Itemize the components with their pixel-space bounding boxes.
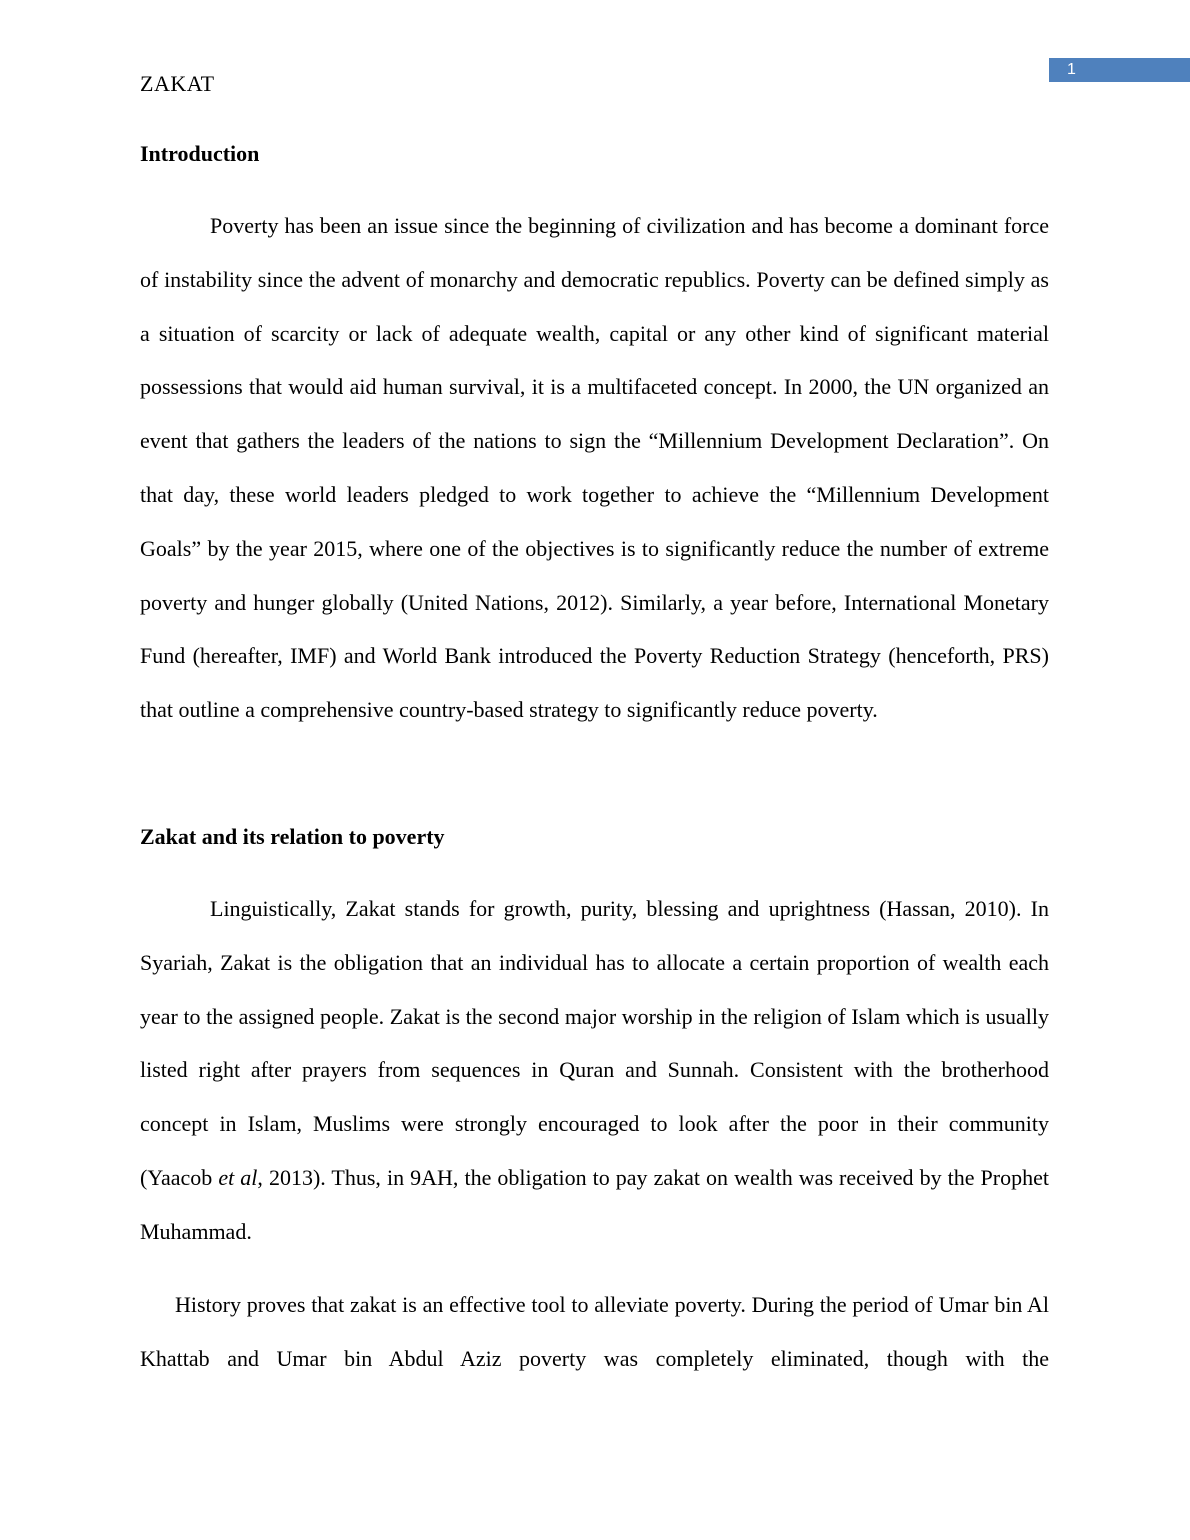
citation-et-al: et al: [218, 1164, 258, 1190]
page-number-bar: [1049, 58, 1190, 82]
zakat-poverty-heading: Zakat and its relation to poverty: [140, 824, 445, 849]
introduction-heading: Introduction: [140, 141, 260, 166]
zakat-definition-paragraph: [140, 882, 1049, 1259]
zakat-paragraph-text-continued: , 2013). Thus, in 9AH, the obligation to pay zakat on wealth was received by the Prophet Muhammad.: [140, 1164, 1050, 1244]
page-number: 1: [1067, 61, 1076, 78]
zakat-paragraph-text: Linguistically, Zakat stands for growth, purity, blessing and uprightness (Hassan, 2010). In Syariah, Zakat is the obligation that an individual has to allocate a certain proportion of wealth each year to the assigned people. Zakat is the second major worship in the religion of Islam which is usually listed right after prayers from sequences in Quran and Sunnah. Consistent with the brotherhood concept in Islam, Muslims were strongly encouraged to look after the poor in their community (Yaacob: [140, 896, 1049, 1190]
running-head: ZAKAT: [140, 71, 215, 96]
history-paragraph: History proves that zakat is an effective tool to alleviate poverty. During the period of Umar bin Al Khattab and Umar bin Abdul Aziz poverty was completely eliminated, though with the: [140, 1292, 1049, 1371]
introduction-paragraph: Poverty has been an issue since the beginning of civilization and has become a dominant force of instability since the advent of monarchy and democratic republics. Poverty can be defined simply as a situation of scarcity or lack of adequate wealth, capital or any other kind of significant material possessions that would aid human survival, it is a multifaceted concept. In 2000, the UN organized an event that gathers the leaders of the nations to sign the “Millennium Development Declaration”. On that day, these world leaders pledged to work together to achieve the “Millennium Development Goals” by the year 2015, where one of the objectives is to significantly reduce the number of extreme poverty and hunger globally (United Nations, 2012). Similarly, a year before, International Monetary Fund (hereafter, IMF) and World Bank introduced the Poverty Reduction Strategy (henceforth, PRS) that outline a comprehensive country-based strategy to significantly reduce poverty.: [140, 213, 1049, 723]
